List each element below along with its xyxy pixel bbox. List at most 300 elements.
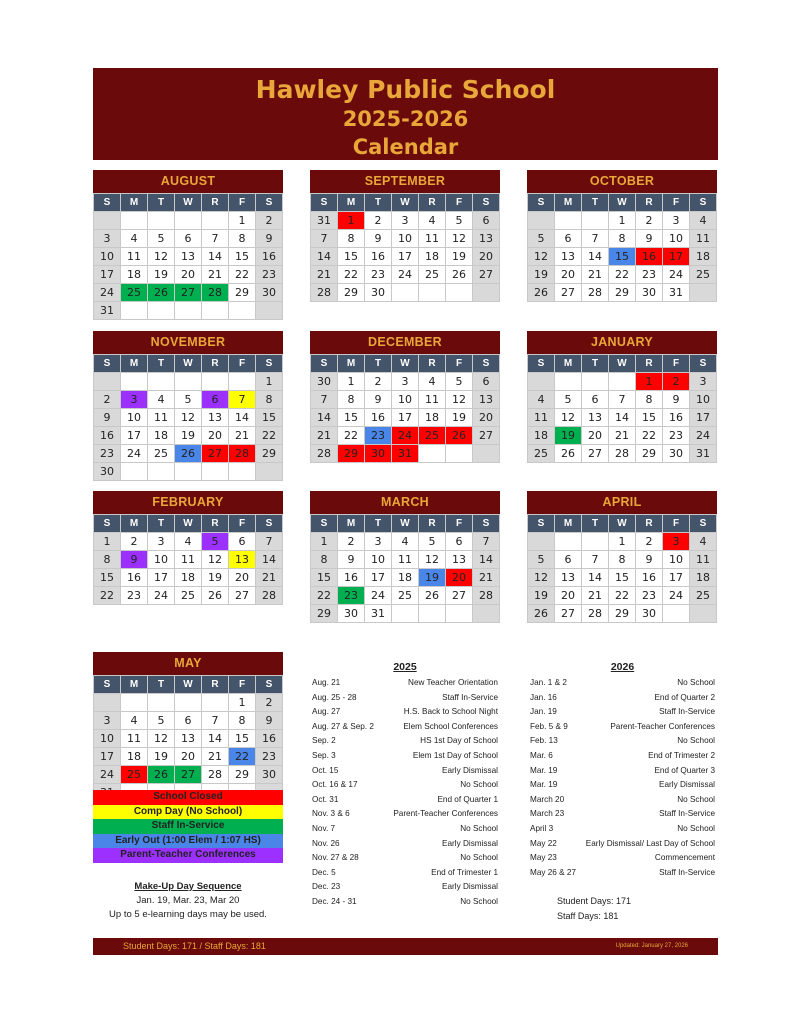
day-cell: 22 (311, 587, 338, 605)
day-cell: 25 (175, 587, 202, 605)
weekday-header: R (636, 515, 663, 533)
day-cell: 28 (202, 284, 229, 302)
day-cell: 26 (528, 605, 555, 623)
day-cell: 30 (256, 284, 283, 302)
day-cell: 11 (148, 409, 175, 427)
day-cell: 12 (175, 409, 202, 427)
day-cell: 8 (229, 712, 256, 730)
event-row (312, 807, 498, 822)
day-cell: 27 (175, 284, 202, 302)
day-cell: 22 (338, 427, 365, 445)
events-2025 (312, 661, 498, 910)
month-title: MAY (93, 652, 283, 675)
weekday-header: T (148, 515, 175, 533)
day-cell: 26 (555, 445, 582, 463)
day-cell: 25 (148, 445, 175, 463)
event-date: Nov. 26 (312, 838, 340, 848)
weekday-header: T (582, 194, 609, 212)
day-cell: 28 (609, 445, 636, 463)
day-cell (121, 463, 148, 481)
weekday-header: F (229, 355, 256, 373)
event-date: Nov. 27 & 28 (312, 853, 359, 863)
day-cell: 6 (582, 391, 609, 409)
day-cell: 14 (202, 730, 229, 748)
event-description: HS 1st Day of School (420, 736, 498, 746)
day-cell (148, 463, 175, 481)
day-cell: 6 (473, 212, 500, 230)
day-cell: 16 (256, 730, 283, 748)
day-cell: 19 (175, 427, 202, 445)
day-totals (557, 894, 631, 923)
day-cell: 17 (365, 569, 392, 587)
weekday-header: M (121, 515, 148, 533)
day-cell: 3 (392, 212, 419, 230)
day-cell: 11 (121, 730, 148, 748)
day-cell: 29 (338, 445, 365, 463)
day-cell: 31 (663, 284, 690, 302)
day-cell: 3 (94, 230, 121, 248)
day-cell: 28 (582, 284, 609, 302)
day-cell: 2 (663, 373, 690, 391)
weekday-header: W (609, 355, 636, 373)
day-cell: 14 (256, 551, 283, 569)
day-cell: 20 (555, 587, 582, 605)
day-cell: 10 (392, 230, 419, 248)
event-date: Sep. 2 (312, 736, 336, 746)
day-cell: 13 (555, 569, 582, 587)
day-cell: 30 (636, 605, 663, 623)
day-cell: 20 (229, 569, 256, 587)
day-cell: 16 (365, 248, 392, 266)
day-cell: 16 (636, 569, 663, 587)
day-cell (94, 373, 121, 391)
day-cell: 20 (446, 569, 473, 587)
event-description: Early Dismissal (442, 765, 498, 775)
day-cell: 17 (663, 248, 690, 266)
day-cell: 8 (94, 551, 121, 569)
day-cell: 21 (311, 266, 338, 284)
day-cell: 5 (148, 230, 175, 248)
day-cell: 17 (663, 569, 690, 587)
event-description: End of Quarter 2 (654, 692, 715, 702)
day-cell: 1 (338, 212, 365, 230)
event-row (312, 822, 498, 837)
event-row (312, 851, 498, 866)
events-year-2025: 2025 (393, 661, 417, 673)
event-row (530, 822, 715, 837)
day-cell: 23 (121, 587, 148, 605)
day-cell: 30 (663, 445, 690, 463)
day-cell: 31 (690, 445, 717, 463)
day-cell: 8 (338, 391, 365, 409)
day-cell: 12 (528, 248, 555, 266)
day-cell (555, 533, 582, 551)
day-cell: 30 (94, 463, 121, 481)
day-cell: 4 (121, 712, 148, 730)
makeup-dates: Jan. 19, Mar. 23, Mar 20 (136, 895, 240, 906)
weekday-header: R (202, 515, 229, 533)
month-october (527, 170, 717, 302)
day-cell: 3 (690, 373, 717, 391)
day-cell: 13 (446, 551, 473, 569)
day-cell: 19 (148, 266, 175, 284)
day-cell: 21 (311, 427, 338, 445)
weekday-header: W (392, 194, 419, 212)
day-cell: 28 (311, 284, 338, 302)
weekday-header: T (582, 355, 609, 373)
day-cell: 13 (202, 409, 229, 427)
day-cell: 18 (175, 569, 202, 587)
weekday-header: S (256, 194, 283, 212)
footer-bar (93, 938, 718, 955)
event-date: Mar. 19 (530, 780, 558, 790)
weekday-header: R (636, 194, 663, 212)
day-cell: 28 (229, 445, 256, 463)
day-cell: 9 (365, 391, 392, 409)
day-cell: 26 (148, 766, 175, 784)
day-cell: 21 (202, 266, 229, 284)
weekday-header: F (663, 515, 690, 533)
day-cell: 23 (365, 427, 392, 445)
day-cell: 28 (202, 766, 229, 784)
day-cell (94, 212, 121, 230)
day-cell: 4 (690, 212, 717, 230)
event-description: Parent-Teacher Conferences (393, 809, 498, 819)
day-cell: 19 (528, 587, 555, 605)
day-cell: 14 (202, 248, 229, 266)
day-cell: 18 (419, 409, 446, 427)
day-cell (256, 302, 283, 320)
day-cell: 17 (94, 748, 121, 766)
day-cell: 24 (663, 266, 690, 284)
month-september (310, 170, 500, 302)
event-row (312, 749, 498, 764)
weekday-header: S (311, 355, 338, 373)
day-cell (175, 694, 202, 712)
day-cell: 2 (365, 373, 392, 391)
day-cell: 15 (256, 409, 283, 427)
school-year: 2025-2026 (342, 107, 469, 131)
event-description: Elem 1st Day of School (412, 750, 498, 760)
day-cell: 6 (446, 533, 473, 551)
day-cell (582, 533, 609, 551)
weekday-header: S (256, 676, 283, 694)
day-cell: 27 (446, 587, 473, 605)
day-cell: 8 (609, 551, 636, 569)
event-date: Feb. 5 & 9 (530, 721, 568, 731)
event-description: H.S. Back to School Night (403, 707, 498, 717)
event-description: End of Quarter 3 (654, 765, 715, 775)
day-cell: 4 (121, 230, 148, 248)
day-cell: 22 (94, 587, 121, 605)
weekday-header: F (229, 515, 256, 533)
weekday-header: W (175, 676, 202, 694)
day-cell: 27 (229, 587, 256, 605)
weekday-header: R (419, 515, 446, 533)
day-cell (446, 284, 473, 302)
day-cell: 18 (690, 248, 717, 266)
day-cell: 18 (528, 427, 555, 445)
day-cell: 4 (690, 533, 717, 551)
day-cell: 29 (256, 445, 283, 463)
day-cell: 2 (94, 391, 121, 409)
weekday-header: F (446, 515, 473, 533)
makeup-note: Up to 5 e-learning days may be used. (109, 909, 267, 920)
event-row (530, 720, 715, 735)
day-cell: 12 (202, 551, 229, 569)
day-cell: 9 (121, 551, 148, 569)
day-cell (690, 605, 717, 623)
day-cell: 7 (202, 712, 229, 730)
calendar-title: Calendar (352, 135, 459, 159)
day-cell: 23 (338, 587, 365, 605)
day-cell: 20 (175, 748, 202, 766)
day-cell: 11 (419, 230, 446, 248)
day-cell: 30 (256, 766, 283, 784)
day-cell: 25 (392, 587, 419, 605)
day-cell (202, 463, 229, 481)
event-row (312, 866, 498, 881)
weekday-header: W (175, 194, 202, 212)
day-cell: 25 (690, 266, 717, 284)
day-cell: 4 (419, 212, 446, 230)
month-title: APRIL (527, 491, 717, 514)
day-cell: 5 (419, 533, 446, 551)
day-cell (690, 284, 717, 302)
day-cell: 22 (229, 748, 256, 766)
day-cell: 22 (338, 266, 365, 284)
day-cell: 10 (94, 730, 121, 748)
day-cell: 25 (528, 445, 555, 463)
weekday-header: W (175, 355, 202, 373)
event-description: No School (677, 823, 715, 833)
day-cell (148, 302, 175, 320)
day-cell (419, 605, 446, 623)
day-cell: 9 (365, 230, 392, 248)
event-date: Nov. 3 & 6 (312, 809, 350, 819)
day-cell (202, 373, 229, 391)
day-cell: 1 (311, 533, 338, 551)
day-cell: 14 (582, 248, 609, 266)
weekday-header: W (175, 515, 202, 533)
day-cell: 9 (256, 230, 283, 248)
event-row (312, 705, 498, 720)
day-cell: 1 (636, 373, 663, 391)
day-cell: 27 (555, 284, 582, 302)
event-row (530, 837, 715, 852)
event-date: Dec. 5 (312, 867, 336, 877)
month-title: NOVEMBER (93, 331, 283, 354)
day-cell: 23 (636, 587, 663, 605)
event-date: Nov. 7 (312, 823, 336, 833)
day-cell: 7 (609, 391, 636, 409)
day-cell: 29 (229, 766, 256, 784)
weekday-header: S (473, 194, 500, 212)
event-row (530, 734, 715, 749)
weekday-header: F (446, 194, 473, 212)
day-cell: 30 (311, 373, 338, 391)
day-cell (528, 533, 555, 551)
event-date: Mar. 19 (530, 765, 558, 775)
weekday-header: R (419, 355, 446, 373)
event-row (530, 778, 715, 793)
day-cell (256, 463, 283, 481)
event-date: March 23 (530, 809, 565, 819)
day-cell: 2 (256, 212, 283, 230)
day-cell: 9 (256, 712, 283, 730)
day-cell (555, 373, 582, 391)
makeup-section (93, 880, 283, 922)
day-cell: 19 (528, 266, 555, 284)
day-cell: 27 (202, 445, 229, 463)
day-cell: 13 (473, 230, 500, 248)
weekday-header: W (609, 515, 636, 533)
day-cell: 1 (256, 373, 283, 391)
day-cell (419, 445, 446, 463)
day-cell: 6 (555, 551, 582, 569)
day-cell (609, 373, 636, 391)
day-cell: 9 (636, 551, 663, 569)
day-cell (473, 284, 500, 302)
month-title: AUGUST (93, 170, 283, 193)
day-cell: 22 (609, 266, 636, 284)
event-row (530, 807, 715, 822)
month-title: FEBRUARY (93, 491, 283, 514)
day-cell: 10 (121, 409, 148, 427)
event-description: End of Quarter 1 (437, 794, 498, 804)
day-cell: 26 (202, 587, 229, 605)
day-cell: 8 (636, 391, 663, 409)
weekday-header: F (229, 194, 256, 212)
event-date: Oct. 31 (312, 794, 339, 804)
day-cell: 5 (446, 212, 473, 230)
day-cell (229, 302, 256, 320)
weekday-header: R (202, 676, 229, 694)
day-cell: 6 (473, 373, 500, 391)
weekday-header: S (311, 194, 338, 212)
day-cell: 30 (636, 284, 663, 302)
month-may (93, 652, 283, 802)
day-cell: 28 (473, 587, 500, 605)
month-title: OCTOBER (527, 170, 717, 193)
day-cell: 18 (690, 569, 717, 587)
day-cell: 21 (256, 569, 283, 587)
day-cell: 14 (229, 409, 256, 427)
day-cell: 15 (311, 569, 338, 587)
day-cell: 21 (582, 587, 609, 605)
day-cell: 11 (690, 551, 717, 569)
event-date: Aug. 27 (312, 707, 341, 717)
event-description: No School (460, 896, 498, 906)
day-cell: 31 (392, 445, 419, 463)
event-date: Sep. 3 (312, 750, 336, 760)
day-cell: 16 (663, 409, 690, 427)
weekday-header: M (338, 194, 365, 212)
day-cell: 4 (392, 533, 419, 551)
day-cell: 20 (473, 248, 500, 266)
day-cell: 13 (555, 248, 582, 266)
day-cell: 20 (175, 266, 202, 284)
day-cell: 29 (311, 605, 338, 623)
day-cell: 10 (392, 391, 419, 409)
day-cell: 17 (148, 569, 175, 587)
event-description: No School (677, 678, 715, 687)
day-cell: 24 (690, 427, 717, 445)
day-cell: 16 (365, 409, 392, 427)
event-date: Aug. 21 (312, 678, 341, 687)
day-cell: 16 (338, 569, 365, 587)
day-cell: 19 (419, 569, 446, 587)
day-cell: 31 (311, 212, 338, 230)
day-cell: 29 (338, 284, 365, 302)
event-date: Aug. 25 - 28 (312, 692, 357, 702)
day-cell: 4 (419, 373, 446, 391)
event-date: May 26 & 27 (530, 867, 576, 877)
day-cell: 24 (94, 766, 121, 784)
weekday-header: S (690, 355, 717, 373)
day-cell: 12 (446, 391, 473, 409)
day-cell: 30 (338, 605, 365, 623)
day-cell: 19 (202, 569, 229, 587)
weekday-header: T (582, 515, 609, 533)
weekday-header: F (663, 355, 690, 373)
weekday-header: F (663, 194, 690, 212)
event-row (312, 778, 498, 793)
day-cell: 11 (175, 551, 202, 569)
day-cell: 8 (609, 230, 636, 248)
weekday-header: S (94, 676, 121, 694)
event-row (530, 676, 715, 691)
event-description: No School (677, 794, 715, 804)
weekday-header: T (148, 194, 175, 212)
event-description: No School (460, 780, 498, 790)
legend (93, 790, 283, 863)
weekday-header: T (148, 676, 175, 694)
makeup-title: Make-Up Day Sequence (134, 881, 242, 892)
day-cell: 14 (311, 409, 338, 427)
day-cell (94, 694, 121, 712)
day-cell (175, 302, 202, 320)
day-cell (582, 373, 609, 391)
day-cell: 26 (148, 284, 175, 302)
day-cell: 16 (121, 569, 148, 587)
month-title: SEPTEMBER (310, 170, 500, 193)
student-days: Student Days: 171 (557, 896, 632, 906)
day-cell: 15 (636, 409, 663, 427)
event-description: End of Trimester 1 (431, 867, 498, 877)
day-cell: 5 (528, 551, 555, 569)
day-cell: 27 (582, 445, 609, 463)
day-cell: 23 (636, 266, 663, 284)
weekday-header: S (528, 355, 555, 373)
day-cell: 17 (94, 266, 121, 284)
day-cell: 21 (609, 427, 636, 445)
event-description: No School (677, 736, 715, 746)
weekday-header: W (392, 515, 419, 533)
event-description: No School (460, 853, 498, 863)
day-cell (392, 605, 419, 623)
day-cell: 23 (256, 748, 283, 766)
day-cell: 8 (311, 551, 338, 569)
weekday-header: S (94, 355, 121, 373)
month-january (527, 331, 717, 463)
day-cell: 16 (94, 427, 121, 445)
day-cell: 6 (229, 533, 256, 551)
day-cell: 11 (419, 391, 446, 409)
day-cell (528, 373, 555, 391)
day-cell: 21 (473, 569, 500, 587)
day-cell: 24 (392, 266, 419, 284)
